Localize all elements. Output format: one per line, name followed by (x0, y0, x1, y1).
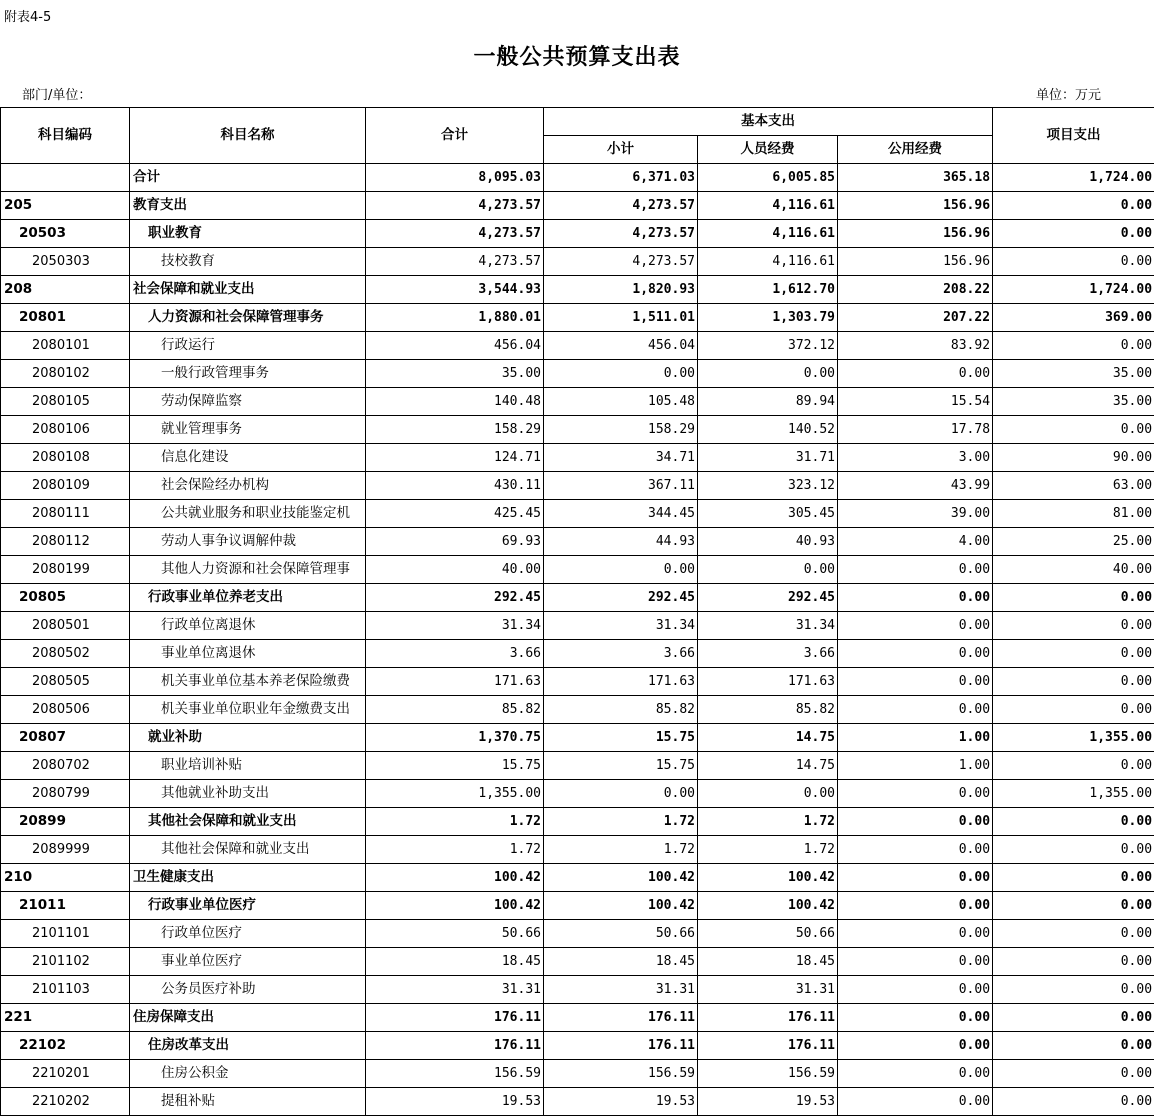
cell-public: 0.00 (838, 892, 993, 920)
cell-name: 行政单位医疗 (130, 920, 366, 948)
cell-code: 2080799 (1, 780, 130, 808)
cell-public: 207.22 (838, 304, 993, 332)
cell-personnel: 50.66 (698, 920, 838, 948)
cell-project: 0.00 (993, 976, 1154, 1004)
cell-personnel: 372.12 (698, 332, 838, 360)
annex-label: 附表4-5 (4, 6, 51, 25)
table-row (1, 360, 1154, 388)
cell-project: 0.00 (993, 248, 1154, 276)
table-row (1, 472, 1154, 500)
header-total: 合计 (366, 108, 544, 164)
cell-personnel: 292.45 (698, 584, 838, 612)
cell-code: 22102 (1, 1032, 130, 1060)
table-row (1, 444, 1154, 472)
cell-name: 人力资源和社会保障管理事务 (130, 304, 366, 332)
cell-public: 39.00 (838, 500, 993, 528)
table-row (1, 640, 1154, 668)
cell-project: 0.00 (993, 1088, 1154, 1116)
cell-total: 4,273.57 (366, 248, 544, 276)
cell-public: 0.00 (838, 1060, 993, 1088)
cell-personnel: 305.45 (698, 500, 838, 528)
cell-total: 4,273.57 (366, 220, 544, 248)
cell-code: 20503 (1, 220, 130, 248)
cell-project: 81.00 (993, 500, 1154, 528)
cell-code: 20807 (1, 724, 130, 752)
cell-public: 208.22 (838, 276, 993, 304)
cell-code: 2101102 (1, 948, 130, 976)
cell-personnel: 85.82 (698, 696, 838, 724)
cell-code: 2080108 (1, 444, 130, 472)
table-row (1, 864, 1154, 892)
cell-name: 公务员医疗补助 (130, 976, 366, 1004)
cell-total: 1,370.75 (366, 724, 544, 752)
cell-personnel: 1,612.70 (698, 276, 838, 304)
cell-public: 0.00 (838, 948, 993, 976)
cell-subtotal: 34.71 (544, 444, 698, 472)
cell-name: 一般行政管理事务 (130, 360, 366, 388)
cell-personnel: 1,303.79 (698, 304, 838, 332)
table-row (1, 1088, 1154, 1116)
cell-code: 221 (1, 1004, 130, 1032)
cell-public: 0.00 (838, 976, 993, 1004)
cell-total: 430.11 (366, 472, 544, 500)
cell-name: 教育支出 (130, 192, 366, 220)
department-label: 部门/单位： (22, 84, 91, 103)
cell-project: 1,724.00 (993, 164, 1154, 192)
cell-public: 0.00 (838, 920, 993, 948)
cell-total: 8,095.03 (366, 164, 544, 192)
cell-personnel: 4,116.61 (698, 192, 838, 220)
cell-personnel: 4,116.61 (698, 220, 838, 248)
cell-name: 卫生健康支出 (130, 864, 366, 892)
cell-public: 156.96 (838, 192, 993, 220)
cell-public: 0.00 (838, 1004, 993, 1032)
cell-name: 其他社会保障和就业支出 (130, 836, 366, 864)
table-row (1, 948, 1154, 976)
page-title: 一般公共预算支出表 (0, 40, 1154, 71)
cell-total: 3.66 (366, 640, 544, 668)
table-row (1, 780, 1154, 808)
cell-personnel: 100.42 (698, 864, 838, 892)
cell-total: 18.45 (366, 948, 544, 976)
cell-total: 456.04 (366, 332, 544, 360)
header-basic: 基本支出 (544, 108, 993, 136)
cell-total: 40.00 (366, 556, 544, 584)
table-row (1, 724, 1154, 752)
cell-code: 2210201 (1, 1060, 130, 1088)
cell-personnel: 14.75 (698, 724, 838, 752)
cell-code: 2080506 (1, 696, 130, 724)
cell-code: 2080109 (1, 472, 130, 500)
cell-name: 机关事业单位基本养老保险缴费 (130, 668, 366, 696)
cell-subtotal: 4,273.57 (544, 248, 698, 276)
cell-public: 0.00 (838, 612, 993, 640)
header-project: 项目支出 (993, 108, 1154, 164)
table-header (1, 108, 1154, 164)
cell-project: 0.00 (993, 1004, 1154, 1032)
cell-name: 社会保险经办机构 (130, 472, 366, 500)
cell-total: 124.71 (366, 444, 544, 472)
cell-code: 2080501 (1, 612, 130, 640)
cell-public: 156.96 (838, 248, 993, 276)
cell-code: 2101103 (1, 976, 130, 1004)
cell-code: 2080502 (1, 640, 130, 668)
cell-code: 2080112 (1, 528, 130, 556)
cell-project: 0.00 (993, 892, 1154, 920)
cell-code: 210 (1, 864, 130, 892)
cell-project: 0.00 (993, 696, 1154, 724)
table-row (1, 892, 1154, 920)
cell-total: 1,355.00 (366, 780, 544, 808)
cell-name: 其他人力资源和社会保障管理事 (130, 556, 366, 584)
cell-subtotal: 4,273.57 (544, 192, 698, 220)
cell-personnel: 156.59 (698, 1060, 838, 1088)
cell-name: 职业教育 (130, 220, 366, 248)
table-row (1, 584, 1154, 612)
cell-public: 0.00 (838, 1088, 993, 1116)
cell-public: 17.78 (838, 416, 993, 444)
header-public: 公用经费 (838, 136, 993, 164)
cell-name: 公共就业服务和职业技能鉴定机 (130, 500, 366, 528)
cell-personnel: 31.71 (698, 444, 838, 472)
table-body (1, 164, 1154, 1116)
cell-name: 行政事业单位养老支出 (130, 584, 366, 612)
table-row (1, 752, 1154, 780)
cell-total: 425.45 (366, 500, 544, 528)
cell-name: 行政单位离退休 (130, 612, 366, 640)
cell-subtotal: 100.42 (544, 892, 698, 920)
cell-public: 0.00 (838, 584, 993, 612)
cell-public: 1.00 (838, 752, 993, 780)
cell-total: 4,273.57 (366, 192, 544, 220)
cell-subtotal: 292.45 (544, 584, 698, 612)
cell-name: 就业补助 (130, 724, 366, 752)
cell-project: 25.00 (993, 528, 1154, 556)
cell-name: 职业培训补贴 (130, 752, 366, 780)
cell-public: 365.18 (838, 164, 993, 192)
cell-personnel: 1.72 (698, 836, 838, 864)
cell-code: 208 (1, 276, 130, 304)
cell-code: 2080505 (1, 668, 130, 696)
cell-total: 69.93 (366, 528, 544, 556)
cell-personnel: 40.93 (698, 528, 838, 556)
cell-project: 369.00 (993, 304, 1154, 332)
cell-public: 0.00 (838, 640, 993, 668)
cell-subtotal: 1.72 (544, 808, 698, 836)
cell-name: 住房公积金 (130, 1060, 366, 1088)
cell-name: 社会保障和就业支出 (130, 276, 366, 304)
cell-code: 2089999 (1, 836, 130, 864)
cell-public: 0.00 (838, 780, 993, 808)
cell-project: 1,355.00 (993, 780, 1154, 808)
cell-subtotal: 158.29 (544, 416, 698, 444)
cell-total: 3,544.93 (366, 276, 544, 304)
table-row (1, 696, 1154, 724)
cell-project: 40.00 (993, 556, 1154, 584)
cell-project: 0.00 (993, 584, 1154, 612)
cell-code: 20899 (1, 808, 130, 836)
table-row (1, 1004, 1154, 1032)
cell-project: 63.00 (993, 472, 1154, 500)
cell-code (1, 164, 130, 192)
cell-personnel: 18.45 (698, 948, 838, 976)
cell-name: 提租补贴 (130, 1088, 366, 1116)
table-row (1, 808, 1154, 836)
cell-public: 0.00 (838, 668, 993, 696)
cell-code: 2080702 (1, 752, 130, 780)
cell-total: 156.59 (366, 1060, 544, 1088)
cell-total: 15.75 (366, 752, 544, 780)
cell-subtotal: 156.59 (544, 1060, 698, 1088)
cell-code: 2210202 (1, 1088, 130, 1116)
cell-code: 2101101 (1, 920, 130, 948)
cell-project: 35.00 (993, 360, 1154, 388)
table-row (1, 416, 1154, 444)
cell-name: 行政运行 (130, 332, 366, 360)
cell-name: 信息化建设 (130, 444, 366, 472)
cell-code: 205 (1, 192, 130, 220)
cell-public: 0.00 (838, 360, 993, 388)
cell-project: 0.00 (993, 864, 1154, 892)
cell-personnel: 4,116.61 (698, 248, 838, 276)
table-row (1, 220, 1154, 248)
cell-public: 83.92 (838, 332, 993, 360)
cell-total: 50.66 (366, 920, 544, 948)
cell-personnel: 171.63 (698, 668, 838, 696)
cell-personnel: 0.00 (698, 780, 838, 808)
cell-project: 1,355.00 (993, 724, 1154, 752)
cell-public: 15.54 (838, 388, 993, 416)
cell-subtotal: 0.00 (544, 360, 698, 388)
cell-name: 其他就业补助支出 (130, 780, 366, 808)
cell-public: 0.00 (838, 1032, 993, 1060)
cell-name: 机关事业单位职业年金缴费支出 (130, 696, 366, 724)
cell-subtotal: 44.93 (544, 528, 698, 556)
cell-subtotal: 1.72 (544, 836, 698, 864)
table-row (1, 920, 1154, 948)
cell-project: 0.00 (993, 668, 1154, 696)
table-row (1, 248, 1154, 276)
cell-public: 0.00 (838, 696, 993, 724)
cell-subtotal: 100.42 (544, 864, 698, 892)
cell-project: 90.00 (993, 444, 1154, 472)
cell-public: 0.00 (838, 556, 993, 584)
cell-code: 21011 (1, 892, 130, 920)
cell-total: 171.63 (366, 668, 544, 696)
table-row (1, 836, 1154, 864)
cell-project: 1,724.00 (993, 276, 1154, 304)
cell-code: 2080111 (1, 500, 130, 528)
table-row (1, 332, 1154, 360)
cell-personnel: 3.66 (698, 640, 838, 668)
cell-project: 0.00 (993, 220, 1154, 248)
cell-name: 技校教育 (130, 248, 366, 276)
cell-subtotal: 0.00 (544, 780, 698, 808)
cell-public: 0.00 (838, 864, 993, 892)
cell-total: 176.11 (366, 1004, 544, 1032)
table-row (1, 164, 1154, 192)
cell-public: 0.00 (838, 836, 993, 864)
table-row (1, 500, 1154, 528)
table-row (1, 1060, 1154, 1088)
cell-subtotal: 171.63 (544, 668, 698, 696)
cell-public: 4.00 (838, 528, 993, 556)
cell-project: 0.00 (993, 416, 1154, 444)
cell-project: 0.00 (993, 948, 1154, 976)
cell-subtotal: 85.82 (544, 696, 698, 724)
cell-public: 1.00 (838, 724, 993, 752)
header-subtotal: 小计 (544, 136, 698, 164)
cell-code: 20801 (1, 304, 130, 332)
cell-name: 劳动人事争议调解仲裁 (130, 528, 366, 556)
cell-total: 35.00 (366, 360, 544, 388)
cell-personnel: 31.34 (698, 612, 838, 640)
cell-project: 35.00 (993, 388, 1154, 416)
table-row (1, 612, 1154, 640)
cell-name: 行政事业单位医疗 (130, 892, 366, 920)
cell-total: 100.42 (366, 892, 544, 920)
header-code: 科目编码 (1, 108, 130, 164)
header-personnel: 人员经费 (698, 136, 838, 164)
cell-name: 事业单位医疗 (130, 948, 366, 976)
table-row (1, 304, 1154, 332)
table-row (1, 388, 1154, 416)
cell-subtotal: 6,371.03 (544, 164, 698, 192)
cell-subtotal: 1,511.01 (544, 304, 698, 332)
cell-personnel: 176.11 (698, 1032, 838, 1060)
cell-name: 住房保障支出 (130, 1004, 366, 1032)
cell-project: 0.00 (993, 1060, 1154, 1088)
cell-subtotal: 1,820.93 (544, 276, 698, 304)
cell-subtotal: 15.75 (544, 752, 698, 780)
cell-project: 0.00 (993, 752, 1154, 780)
cell-subtotal: 3.66 (544, 640, 698, 668)
cell-subtotal: 0.00 (544, 556, 698, 584)
cell-code: 2080102 (1, 360, 130, 388)
cell-public: 3.00 (838, 444, 993, 472)
cell-total: 19.53 (366, 1088, 544, 1116)
cell-total: 140.48 (366, 388, 544, 416)
cell-name: 事业单位离退休 (130, 640, 366, 668)
table-row (1, 1032, 1154, 1060)
cell-code: 2080105 (1, 388, 130, 416)
cell-total: 85.82 (366, 696, 544, 724)
cell-total: 100.42 (366, 864, 544, 892)
cell-subtotal: 31.34 (544, 612, 698, 640)
cell-personnel: 14.75 (698, 752, 838, 780)
cell-project: 0.00 (993, 612, 1154, 640)
cell-code: 20805 (1, 584, 130, 612)
cell-subtotal: 18.45 (544, 948, 698, 976)
cell-subtotal: 176.11 (544, 1032, 698, 1060)
cell-total: 1.72 (366, 836, 544, 864)
cell-subtotal: 105.48 (544, 388, 698, 416)
cell-subtotal: 176.11 (544, 1004, 698, 1032)
cell-name: 劳动保障监察 (130, 388, 366, 416)
cell-personnel: 140.52 (698, 416, 838, 444)
cell-subtotal: 456.04 (544, 332, 698, 360)
cell-code: 2080199 (1, 556, 130, 584)
cell-code: 2080101 (1, 332, 130, 360)
cell-personnel: 6,005.85 (698, 164, 838, 192)
cell-public: 156.96 (838, 220, 993, 248)
cell-total: 158.29 (366, 416, 544, 444)
cell-subtotal: 367.11 (544, 472, 698, 500)
cell-project: 0.00 (993, 332, 1154, 360)
cell-personnel: 100.42 (698, 892, 838, 920)
cell-subtotal: 31.31 (544, 976, 698, 1004)
cell-public: 43.99 (838, 472, 993, 500)
budget-table (0, 107, 1154, 1116)
cell-personnel: 323.12 (698, 472, 838, 500)
table-row (1, 668, 1154, 696)
cell-project: 0.00 (993, 808, 1154, 836)
cell-name: 就业管理事务 (130, 416, 366, 444)
cell-project: 0.00 (993, 192, 1154, 220)
unit-label: 单位：万元 (1036, 84, 1101, 103)
cell-project: 0.00 (993, 920, 1154, 948)
cell-project: 0.00 (993, 836, 1154, 864)
cell-total: 31.31 (366, 976, 544, 1004)
cell-total: 31.34 (366, 612, 544, 640)
cell-subtotal: 19.53 (544, 1088, 698, 1116)
cell-personnel: 19.53 (698, 1088, 838, 1116)
table-row (1, 528, 1154, 556)
cell-code: 2050303 (1, 248, 130, 276)
table-row (1, 276, 1154, 304)
cell-subtotal: 344.45 (544, 500, 698, 528)
cell-public: 0.00 (838, 808, 993, 836)
cell-personnel: 89.94 (698, 388, 838, 416)
cell-subtotal: 50.66 (544, 920, 698, 948)
header-name: 科目名称 (130, 108, 366, 164)
cell-name: 住房改革支出 (130, 1032, 366, 1060)
cell-personnel: 176.11 (698, 1004, 838, 1032)
cell-personnel: 0.00 (698, 556, 838, 584)
cell-personnel: 1.72 (698, 808, 838, 836)
cell-project: 0.00 (993, 1032, 1154, 1060)
cell-total: 176.11 (366, 1032, 544, 1060)
table-row (1, 556, 1154, 584)
cell-total: 1.72 (366, 808, 544, 836)
cell-name: 其他社会保障和就业支出 (130, 808, 366, 836)
table-row (1, 192, 1154, 220)
cell-total: 1,880.01 (366, 304, 544, 332)
cell-project: 0.00 (993, 640, 1154, 668)
cell-personnel: 31.31 (698, 976, 838, 1004)
table-row (1, 976, 1154, 1004)
cell-personnel: 0.00 (698, 360, 838, 388)
cell-subtotal: 15.75 (544, 724, 698, 752)
cell-total: 292.45 (366, 584, 544, 612)
cell-code: 2080106 (1, 416, 130, 444)
cell-name: 合计 (130, 164, 366, 192)
cell-subtotal: 4,273.57 (544, 220, 698, 248)
